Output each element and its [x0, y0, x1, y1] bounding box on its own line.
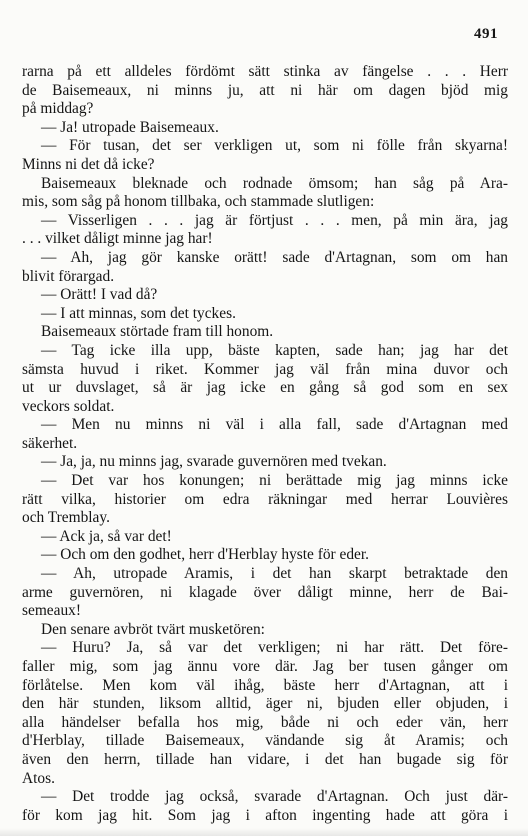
- text-line: — Ah, utropade Aramis, i det han skarpt betraktade den: [41, 565, 508, 583]
- text-line: — Det trodde jag också, svarade d'Artagnan. Och just där-: [41, 788, 508, 806]
- text-line: sämsta huvud i riket. Kommer jag väl från mina duvor och: [22, 360, 508, 378]
- text-line: säkerhet.: [22, 434, 78, 452]
- text-line: Minns ni det då icke?: [22, 155, 155, 173]
- text-line: Baisemeaux störtade fram till honom.: [41, 323, 274, 341]
- text-line: . . . vilket dåligt minne jag har!: [22, 230, 213, 248]
- text-line: på middag?: [22, 100, 94, 118]
- text-line: — Ack ja, så var det!: [41, 527, 172, 545]
- text-line: — För tusan, det ser verkligen ut, som ni fölle från skyarna!: [41, 137, 508, 155]
- text-line: Baisemeaux bleknade och rodnade ömsom; han såg på Ara-: [41, 174, 508, 192]
- text-line: — Orätt! I vad då?: [41, 286, 158, 304]
- text-line: — Tag icke illa upp, bäste kapten, sade han; jag har det: [41, 341, 508, 359]
- text-line: arme guvernören, ni klagade över dåligt minne, herr de Bai-: [22, 583, 508, 601]
- text-line: blivit förargad.: [22, 267, 115, 285]
- page-number: 491: [474, 26, 498, 42]
- text-line: veckors soldat.: [22, 397, 115, 415]
- text-line: — Visserligen . . . jag är förtjust . . . men, på min ära, jag: [41, 211, 508, 229]
- text-line: — Ah, jag gör kanske orätt! sade d'Artagnan, som om han: [41, 248, 508, 266]
- text-line: rarna på ett alldeles fördömt sätt stinka av fängelse . . . Herr: [22, 63, 508, 80]
- text-line: faller mig, som jag ännu vore där. Jag ber tusen gånger om: [22, 658, 508, 675]
- text-line: rätt vilka, historier om edra räkningar med herrar Louvières: [22, 490, 508, 508]
- text-line: — I att minnas, som det tyckes.: [41, 304, 236, 322]
- text-line: — Huru? Ja, så var det verkligen; ni har rätt. Det före-: [41, 639, 508, 657]
- text-line: den här stunden, liksom alltid, äger ni, bjuden eller objuden, i: [22, 695, 508, 713]
- text-line: — Det var hos konungen; ni berättade mig jag minns icke: [41, 472, 508, 490]
- body-text: [22, 63, 508, 825]
- text-line: för kom jag hit. Som jag i afton ingenting hade att göra i: [22, 806, 508, 824]
- text-line: förlåtelse. Men kom väl ihåg, bäste herr d'Artagnan, att i: [22, 676, 508, 694]
- text-line: mis, som såg på honom tillbaka, och stammade slutligen:: [22, 193, 375, 211]
- text-line: ut ur duvslaget, så är jag icke en gång så god som en sex: [22, 379, 508, 397]
- text-line: semeaux!: [22, 602, 81, 620]
- text-line: — Och om den godhet, herr d'Herblay hyste för eder.: [41, 546, 370, 564]
- text-line: — Ja! utropade Baisemeaux.: [41, 118, 219, 136]
- text-line: Atos.: [22, 769, 55, 787]
- text-line: — Men nu minns ni väl i alla fall, sade d'Artagnan med: [41, 416, 508, 434]
- text-line: och Tremblay.: [22, 509, 110, 527]
- text-line: även den herrn, tillade han vidare, i det han bugade sig för: [22, 750, 508, 768]
- text-line: alla händelser befalla hos mig, både ni och eder vän, herr: [22, 713, 508, 731]
- text-line: Den senare avbröt tvärt musketören:: [41, 620, 265, 638]
- text-line: de Baisemeaux, ni minns ju, att ni här om dagen bjöd mig: [22, 81, 508, 99]
- text-line: — Ja, ja, nu minns jag, svarade guvernören med tvekan.: [41, 453, 387, 471]
- page-bottom-edge: [0, 828, 528, 836]
- text-line: d'Herblay, tillade Baisemeaux, vändande sig åt Aramis; och: [22, 732, 508, 750]
